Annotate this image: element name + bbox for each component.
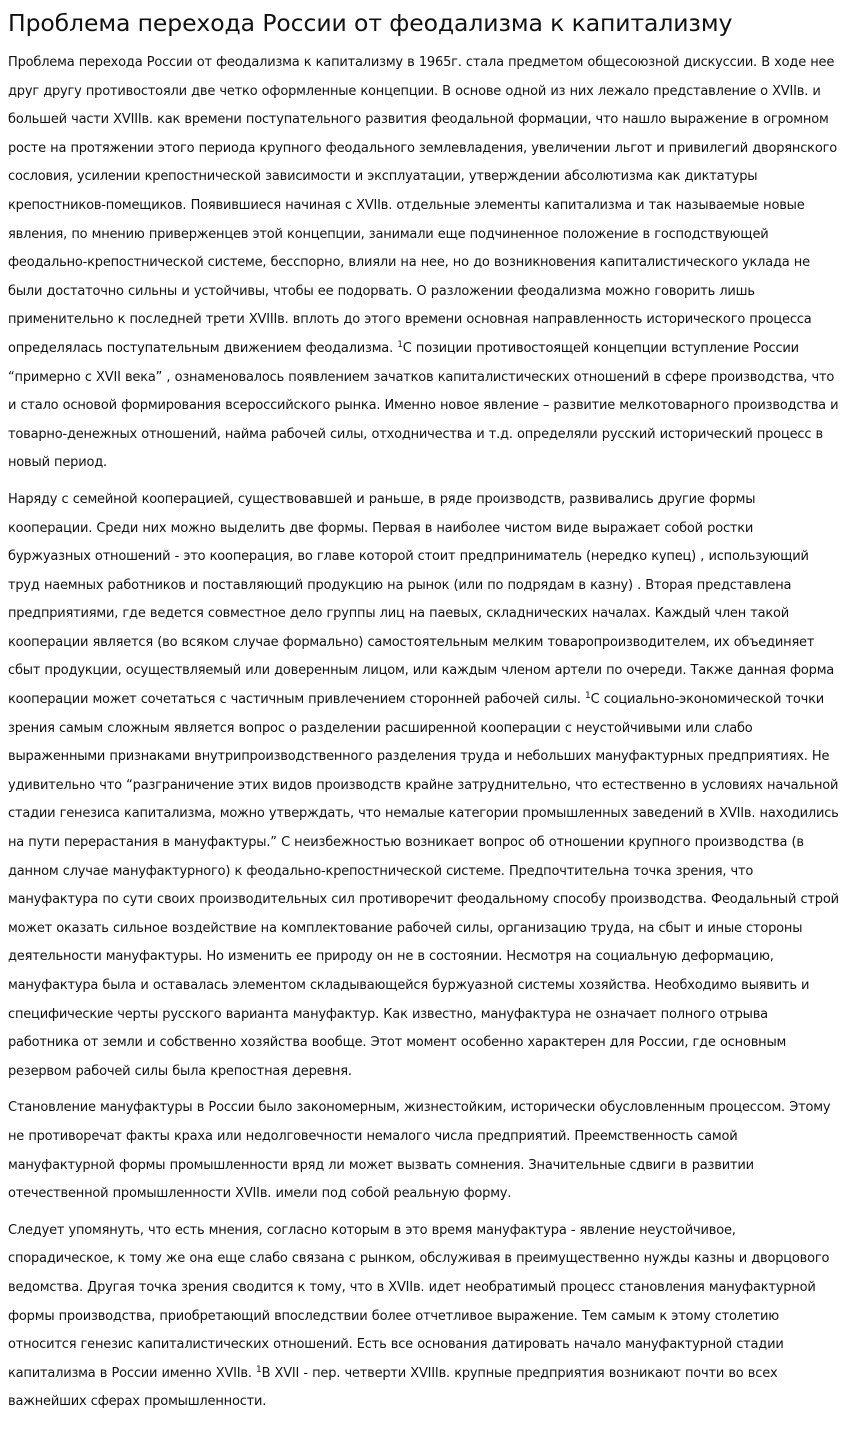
footnote-marker[interactable]: 1 (585, 691, 591, 702)
footnote-marker[interactable]: 1 (397, 339, 403, 350)
paragraph-text: В XVII - пер. четверти XVIIIв. крупные предприятия возникают почти во всех важнейших сферах промышленности. (8, 1365, 778, 1410)
paragraph-1 (8, 49, 839, 478)
paragraph-4 (8, 1217, 839, 1417)
paragraph-text: Следует упомянуть, что есть мнения, согласно которым в это время мануфактура - явление неустойчивое, спорадическое, к тому же она еще слабо связана с рынком, обслуживая в преимущественно нужды казны и дворцового ведомства. Другая точка зрения сводится к тому, что в XVIIв. идет необратимый процесс становления мануфактурной формы производства, приобретающий впоследствии более отчетливое выражение. Тем самым к этому столетию относится генезис капиталистических отношений. Есть все основания датировать начало мануфактурной стадии капитализма в России именно XVIIв. (8, 1222, 830, 1381)
paragraph-2 (8, 486, 839, 1086)
paragraph-text: Становление мануфактуры в России было закономерным, жизнестойким, исторически обусловленным процессом. Этому не противоречат факты краха или недолговечности немалого числа предприятий. Преемственность самой мануфактурной формы промышленности вряд ли может вызвать сомнения. Значительные сдвиги в развитии отечественной промышленности XVIIв. имели под собой реальную форму. (8, 1100, 831, 1202)
paragraph-text: Проблема перехода России от феодализма к капитализму в 1965г. стала предметом общесоюзной дискуссии. В ходе нее друг другу противостояли две четко оформленные концепции. В основе одной из них лежало представление о XVIIв. и большей части XVIIIв. как времени поступательного развития феодальной формации, что нашло выражение в огромном росте на протяжении этого периода крупного феодального землевладения, увеличении льгот и привилегий дворянского сословия, усилении крепостнической зависимости и эксплуатации, утверждении абсолютизма как диктатуры крепостников-помещиков. Появившиеся начиная с XVIIв. отдельные элементы капитализма и так называемые новые явления, по мнению приверженцев этой концепции, занимали еще подчиненное положение в господствующей феодально-крепостнической системе, бесспорно, влияли на нее, но до возникновения капиталистического уклада не были достаточно сильны и устойчивы, чтобы ее подорвать. О разложении феодализма можно говорить лишь применительно к последней трети XVIIIв. вплоть до этого времени основная направленность исторического процесса определялась поступательным движением феодализма. (8, 55, 837, 356)
paragraph-text: Наряду с семейной кооперацией, существовавшей и раньше, в ряде производств, развивались другие формы кооперации. Среди них можно выделить две формы. Первая в наиболее чистом виде выражает собой ростки буржуазных отношений - это кооперация, во главе которой стоит предприниматель (нередко купец) , использующий труд наемных работников и поставляющий продукцию на рынок (или по подрядам в казну) . Вторая представлена предприятиями, где ведется совместное дело группы лиц на паевых, складнических началах. Каждый член такой кооперации является (во всяком случае формально) самостоятельным мелким товаропроизводителем, их объединяет сбыт продукции, осуществляемый или доверенным лицом, или каждым членом артели по очереди. Также данная форма кооперации может сочетаться с частичным привлечением сторонней рабочей силы. (8, 491, 835, 708)
paragraph-text: С позиции противостоящей концепции вступление России “примерно с XVII века” , ознаменовалось появлением зачатков капиталистических отношений в сфере производства, что и стало основой формирования всероссийского рынка. Именно новое явление – развитие мелкотоварного производства и товарно-денежных отношений, найма рабочей силы, отходничества и т.д. определяли русский исторический процесс в новый период. (8, 340, 839, 471)
footnote-marker[interactable]: 1 (256, 1364, 262, 1375)
paragraph-3 (8, 1094, 839, 1208)
paragraph-text: С социально-экономической точки зрения самым сложным является вопрос о разделении расширенной кооперации с неустойчивыми или слабо выраженными признаками внутрипроизводственного разделения труда и небольших мануфактурных предприятиях. Не удивительно что “разграничение этих видов производств крайне затруднительно, что естественно в условиях начальной стадии генезиса капитализма, можно утверждать, что немалые категории промышленных заведений в XVIIв. находились на пути перерастания в мануфактуры.” С неизбежностью возникает вопрос об отношении крупного производства (в данном случае мануфактурного) к феодально-крепостнической системе. Предпочтительна точка зрения, что мануфактура по сути своих производительных сил противоречит феодальному способу производства. Феодальный строй может оказать сильное воздействие на комплектование рабочей силы, организацию труда, на сбыт и иные стороны деятельности мануфактуры. Но изменить ее природу он не в состоянии. Несмотря на социальную деформацию, мануфактура была и оставалась элементом складывающейся буржуазной системы хозяйства. Необходимо выявить и специфические черты русского варианта мануфактур. Как известно, мануфактура не означает полного отрыва работника от земли и собственно хозяйства вообще. Этот момент особенно характерен для России, где основным резервом рабочей силы была крепостная деревня. (8, 692, 839, 1079)
page-title: Проблема перехода России от феодализма к капитализму (8, 9, 733, 37)
